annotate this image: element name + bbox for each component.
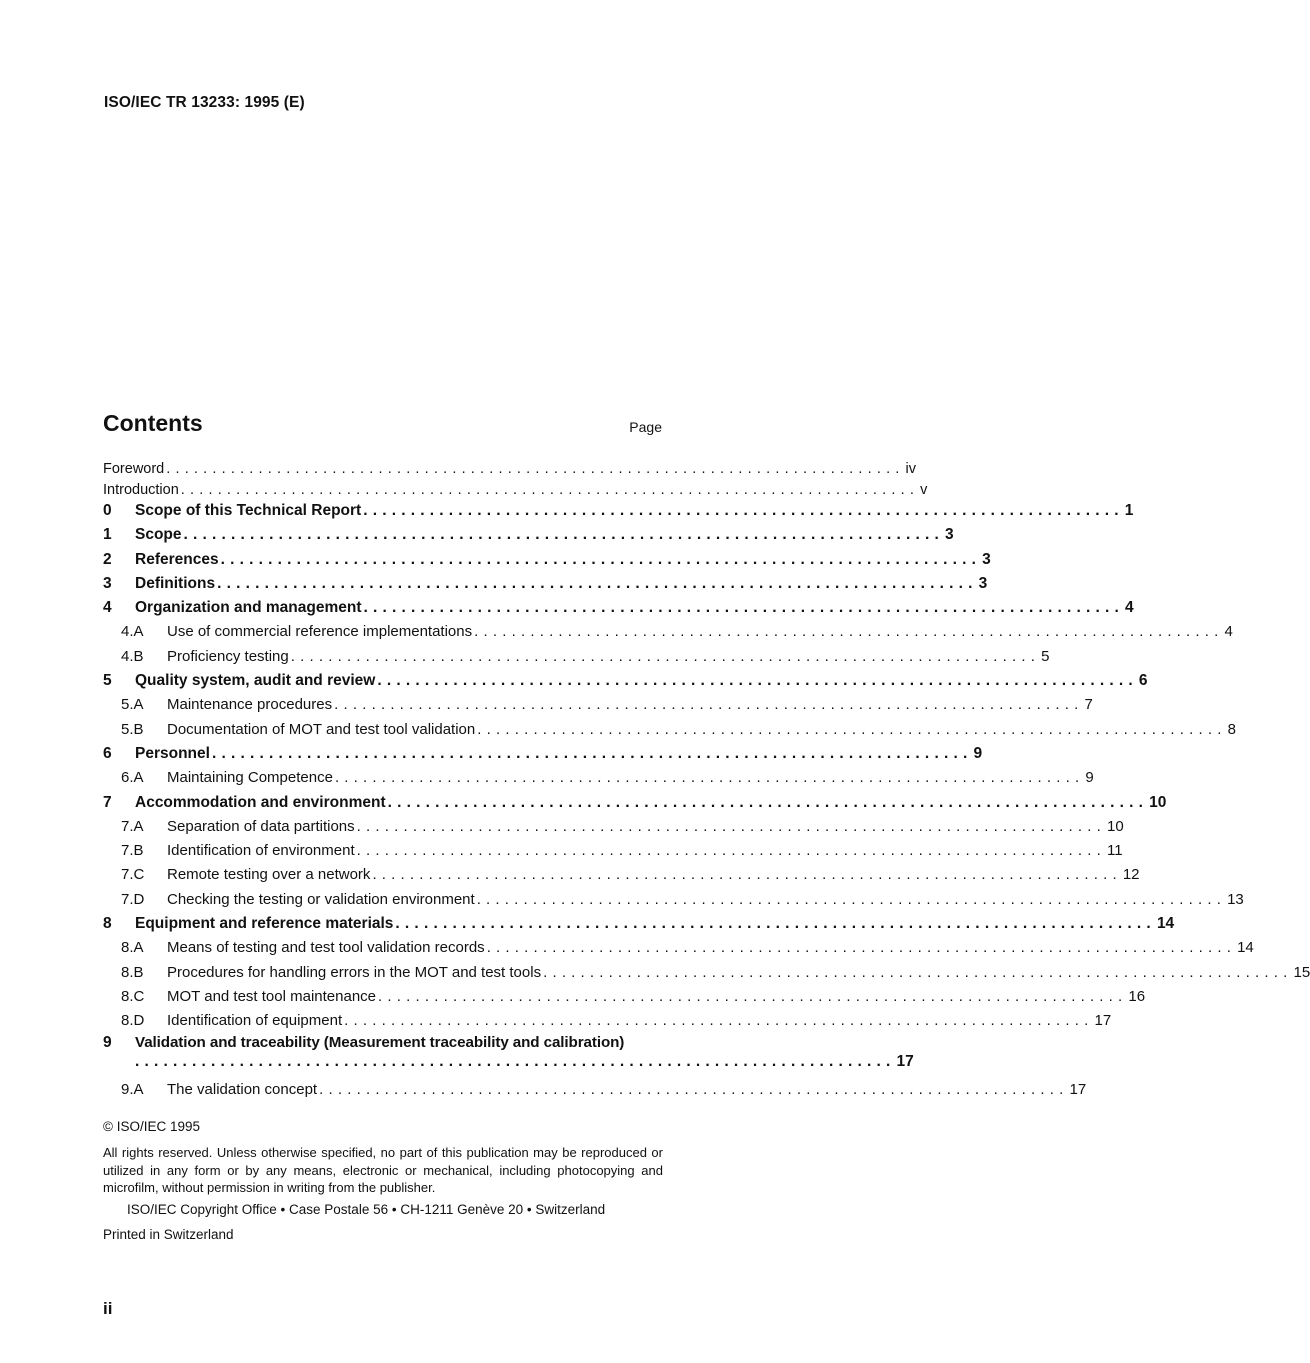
dot-leader: ................................................................................ <box>474 623 1224 641</box>
toc-entry <box>103 1009 1112 1033</box>
dot-leader: ................................................................................ <box>363 599 1125 617</box>
toc-entry <box>103 961 1310 985</box>
toc-entry-number: 2 <box>103 550 112 568</box>
toc-entry-number: 0 <box>103 502 112 519</box>
toc-entry-page: 11 <box>1107 842 1123 860</box>
toc-entry-title: Identification of equipment <box>167 1012 343 1030</box>
dot-leader: ................................................................................ <box>135 1052 896 1070</box>
toc-entry <box>103 548 991 572</box>
toc-entry-title: Identification of environment <box>167 842 355 860</box>
dot-leader: ................................................................................ <box>290 647 1041 665</box>
toc-entry-title: Procedures for handling errors in the MOT and test tools <box>167 963 542 981</box>
dot-leader: ................................................................................ <box>476 890 1227 908</box>
dot-leader: ................................................................................ <box>387 793 1149 811</box>
toc-entry-title: Organization and management <box>135 599 362 617</box>
toc-entry-title: Equipment and reference materials <box>135 915 394 933</box>
toc-entry-number: 4.A <box>121 623 144 641</box>
dot-leader: ................................................................................ <box>356 842 1107 860</box>
toc-entry-page: 6 <box>1138 672 1148 690</box>
toc-entry-page: 3 <box>978 574 988 592</box>
toc-entry-page: 4 <box>1125 599 1134 617</box>
toc-entry-title: Separation of data partitions <box>167 817 355 835</box>
toc-entry <box>103 620 1233 644</box>
toc-entry-page: 9 <box>973 744 983 762</box>
toc-entry-page: 14 <box>1237 939 1254 957</box>
dot-leader: ................................................................................ <box>211 744 973 762</box>
toc-entry-number: 7 <box>103 793 112 811</box>
toc-entry-number: 6 <box>103 744 112 762</box>
toc-entry <box>103 985 1146 1009</box>
toc-entry-title: Maintaining Competence <box>167 769 333 787</box>
toc-entry-page: 10 <box>1149 793 1167 811</box>
toc-entry-title: Accommodation and environment <box>135 793 386 811</box>
toc-entry-title: Maintenance procedures <box>167 696 333 714</box>
toc-entry-title: Validation and traceability (Measurement traceability and calibration) <box>135 1033 625 1051</box>
dot-leader: ................................................................................ <box>377 672 1138 690</box>
toc-entry <box>103 888 1244 912</box>
toc-entry-title: Proficiency testing <box>167 647 289 665</box>
toc-entry <box>103 478 928 499</box>
toc-entry-page: v <box>920 482 928 498</box>
toc-entry-number: 8 <box>103 915 112 933</box>
document-header: ISO/IEC TR 13233: 1995 (E) <box>104 94 305 111</box>
toc-entry <box>103 499 1134 523</box>
toc-entry-title: Use of commercial reference implementations <box>167 623 473 641</box>
toc-entry <box>103 936 1254 960</box>
toc-entry-title: MOT and test tool maintenance <box>167 987 377 1005</box>
toc-entry-title: The validation concept <box>167 1080 318 1098</box>
toc-entry-title: Means of testing and test tool validation records <box>167 939 485 957</box>
dot-leader: ................................................................................ <box>378 987 1128 1005</box>
dot-leader: ................................................................................ <box>356 817 1107 835</box>
toc-entry-page: 16 <box>1128 987 1146 1005</box>
toc-entry-number: 5.B <box>121 720 144 738</box>
toc-entry-page: 15 <box>1293 963 1310 981</box>
dot-leader: ................................................................................ <box>486 939 1237 957</box>
toc-entry-title: References <box>135 550 219 568</box>
toc-entry-number: 9 <box>103 1033 112 1051</box>
printed-in: Printed in Switzerland <box>103 1227 234 1242</box>
toc-entry-number: 7.A <box>121 817 144 835</box>
toc-entry-title: Foreword <box>103 461 165 477</box>
toc-entry-page: 7 <box>1084 696 1093 714</box>
toc-entry <box>103 815 1124 839</box>
toc-entry-title: Checking the testing or validation environment <box>167 890 475 908</box>
toc-entry <box>103 645 1050 669</box>
toc-entry-page: 9 <box>1085 769 1094 787</box>
toc-entry-number: 7.B <box>121 842 144 860</box>
toc-entry-number: 7.D <box>121 890 145 908</box>
dot-leader: ................................................................................ <box>477 720 1227 738</box>
dot-leader: ................................................................................ <box>363 502 1124 519</box>
dot-leader: ................................................................................ <box>183 526 945 544</box>
toc-entry-number: 5 <box>103 672 112 690</box>
toc-entry-number: 8.A <box>121 939 144 957</box>
toc-entry-page: 13 <box>1227 890 1244 908</box>
toc-entry-title: Documentation of MOT and test tool validation <box>167 720 476 738</box>
toc-entry-page: iv <box>905 461 917 477</box>
page-number: ii <box>103 1299 113 1318</box>
toc-entry-page: 17 <box>896 1052 914 1070</box>
toc-entry-number: 7.C <box>121 866 145 884</box>
toc-entry-page: 3 <box>945 526 954 544</box>
copyright-office-address: ISO/IEC Copyright Office • Case Postale 56 • CH-1211 Genève 20 • Switzerland <box>127 1202 606 1217</box>
toc-entry <box>103 572 988 596</box>
toc-entry <box>103 669 1148 693</box>
toc-entry-page: 8 <box>1227 720 1236 738</box>
toc-entry <box>103 742 983 766</box>
page-column-label: Page <box>629 419 662 435</box>
dot-leader: ................................................................................ <box>395 915 1156 933</box>
toc-entry <box>103 693 1093 717</box>
dot-leader: ................................................................................ <box>217 574 978 592</box>
toc-entry-page: 4 <box>1224 623 1233 641</box>
toc-entry-page: 14 <box>1156 915 1175 933</box>
toc-entry-title: Scope <box>135 526 182 544</box>
rights-statement: All rights reserved. Unless otherwise specified, no part of this publication may be reproduced or utilized in any form or by any means, electronic or mechanical, including photocopying and microfilm, without permission in writing from the publisher. <box>103 1145 663 1196</box>
toc-entry-page: 5 <box>1041 647 1050 665</box>
toc-entry-number: 8.D <box>121 1012 145 1030</box>
toc-entry <box>103 863 1140 887</box>
dot-leader: ................................................................................ <box>319 1080 1069 1098</box>
toc-entry <box>103 523 954 547</box>
toc-entry <box>103 912 1175 936</box>
toc-entry <box>103 791 1167 815</box>
toc-entry-number: 6.A <box>121 769 144 787</box>
toc-entry-title: Personnel <box>135 744 210 762</box>
dot-leader: ................................................................................ <box>372 866 1122 884</box>
dot-leader: ................................................................................ <box>344 1012 1094 1030</box>
toc-entry <box>103 1033 914 1078</box>
toc-entry-title: Remote testing over a network <box>167 866 371 884</box>
toc-entry-number: 8.B <box>121 963 144 981</box>
toc-entry-number: 3 <box>103 574 112 592</box>
toc-entry <box>103 839 1123 863</box>
dot-leader: ................................................................................ <box>543 963 1293 981</box>
toc-entry <box>103 766 1094 790</box>
toc-entry <box>103 596 1134 620</box>
toc-entry-page: 3 <box>982 550 991 568</box>
dot-leader: ................................................................................ <box>334 769 1085 787</box>
toc-entry-number: 4 <box>103 599 112 617</box>
toc-entry-number: 8.C <box>121 987 145 1005</box>
toc-entry-page: 17 <box>1094 1012 1112 1030</box>
toc-entry-page: 10 <box>1107 817 1124 835</box>
copyright-notice: © ISO/IEC 1995 <box>103 1119 200 1134</box>
dot-leader: ................................................................................ <box>180 482 920 498</box>
dot-leader: ................................................................................ <box>334 696 1084 714</box>
toc-entry <box>103 457 917 478</box>
toc-entry-number: 1 <box>103 526 112 544</box>
toc-entry-number: 4.B <box>121 647 144 665</box>
toc-entry-page: 17 <box>1069 1080 1087 1098</box>
toc-entry-page: 1 <box>1124 502 1134 519</box>
dot-leader: ................................................................................ <box>220 550 982 568</box>
toc-entry-number: 5.A <box>121 696 144 714</box>
contents-title: Contents <box>103 410 203 436</box>
toc-entry-title: Scope of this Technical Report <box>135 502 362 519</box>
toc-entry-title: Definitions <box>135 574 216 592</box>
toc-entry-number: 9.A <box>121 1080 144 1098</box>
toc-entry-title: Introduction <box>103 482 179 498</box>
toc-entry <box>103 718 1236 742</box>
toc-entry-title: Quality system, audit and review <box>135 672 376 690</box>
table-of-contents <box>103 457 1310 1102</box>
dot-leader: ................................................................................ <box>166 461 905 477</box>
toc-entry-page: 12 <box>1122 866 1140 884</box>
toc-entry <box>103 1078 1087 1102</box>
